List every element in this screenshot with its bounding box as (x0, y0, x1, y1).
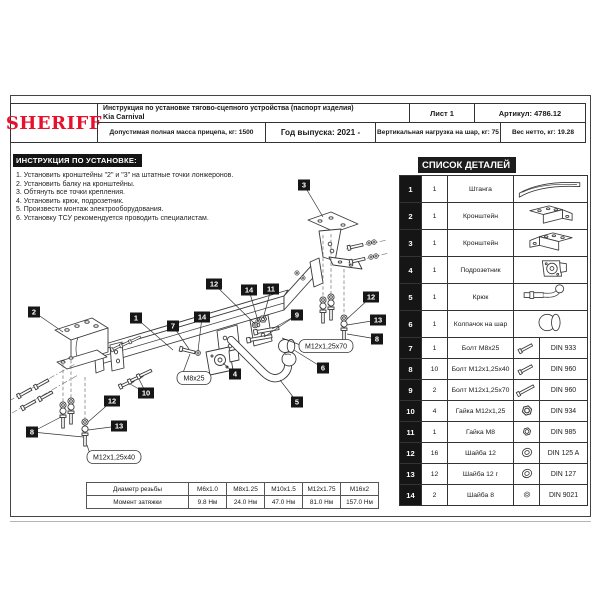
parts-table-row (400, 359, 588, 380)
part-din-cell: DIN 985 (540, 422, 588, 443)
part-qty-cell: 4 (422, 401, 448, 422)
parts-table-body (400, 176, 588, 506)
title-block (5, 103, 586, 143)
part-qty-cell: 10 (422, 359, 448, 380)
article-number: Артикул: 4786.12 (498, 108, 562, 118)
part-name-cell: Штанга (448, 176, 514, 203)
part-name-cell: Подрозетник (448, 257, 514, 284)
callout-5 (280, 380, 303, 408)
washer-spring-icon (515, 465, 539, 482)
bolt-icon (515, 339, 539, 356)
bracket-a-icon (516, 203, 586, 227)
parts-table-row (400, 443, 588, 464)
torque-value-cell: 157.0 Нм (341, 496, 379, 509)
part-name-cell: Болт М12х1,25х40 (448, 359, 514, 380)
svg-text:8: 8 (374, 334, 380, 344)
parts-table (399, 175, 588, 506)
instruction-step: 3. Обтянуть все точки крепления. (16, 189, 125, 196)
callout-3 (298, 180, 323, 218)
torque-table-body (87, 483, 379, 509)
part-drawing-cell (514, 380, 540, 401)
part-number-cell: 6 (400, 311, 422, 338)
sheet-bottom-rule (10, 521, 591, 522)
parts-table-row (400, 203, 588, 230)
part-drawing-cell (514, 284, 588, 311)
instruction-step: 1. Установить кронштейны "2" и "3" на штатные точки лонжеронов. (16, 172, 234, 179)
part-drawing-cell (514, 203, 588, 230)
part-din-cell: DIN 933 (540, 338, 588, 359)
torque-value-cell: 24.0 Нм (227, 496, 265, 509)
bolt-icon (515, 360, 539, 377)
parts-table-row (400, 230, 588, 257)
part-number-cell: 9 (400, 380, 422, 401)
part-qty-cell: 1 (422, 311, 448, 338)
part-qty-cell: 16 (422, 443, 448, 464)
part-qty-cell: 12 (422, 464, 448, 485)
part-name-cell: Гайка М8 (448, 422, 514, 443)
nut-icon (515, 402, 539, 419)
part-name-cell: Кронштейн (448, 230, 514, 257)
part-din-cell: DIN 127 (540, 464, 588, 485)
parts-table-row (400, 311, 588, 338)
bracket-b-icon (516, 230, 586, 254)
beam-icon (516, 176, 586, 200)
trailer-mass: Допустимая полная масса прицепа, кг: 1500 (98, 123, 266, 142)
svg-text:12: 12 (209, 279, 219, 289)
part-drawing-cell (514, 176, 588, 203)
torque-value-cell: 9.8 Нм (189, 496, 227, 509)
svg-text:M12x1,25x40: M12x1,25x40 (92, 454, 136, 462)
sheriff-logo-text: SHERIFF (5, 112, 103, 134)
sheet-number: Лист 1 (410, 104, 475, 122)
document-sheet (5, 95, 591, 517)
parts-table-row (400, 401, 588, 422)
hook-icon (516, 284, 586, 308)
thread-diameter-cell: М6х1.0 (189, 483, 227, 496)
parts-table-row (400, 338, 588, 359)
callout-12 (88, 396, 120, 423)
parts-table-row (400, 464, 588, 485)
instruction-step: 6. Установку ТСУ рекомендуется проводить специалистам. (16, 214, 209, 222)
production-year: Год выпуска: 2021 - (266, 123, 376, 142)
svg-text:11: 11 (267, 284, 275, 294)
part-qty-cell: 1 (422, 257, 448, 284)
parts-table-row (400, 380, 588, 401)
document-title: Инструкция по установке тягово-сцепного устройства (паспорт изделия) (103, 104, 354, 112)
part-name-cell: Колпачок на шар (448, 311, 514, 338)
part-number-cell: 13 (400, 464, 422, 485)
part-number-cell: 2 (400, 203, 422, 230)
part-name-cell: Болт М8х25 (448, 338, 514, 359)
net-weight: Вес нетто, кг: 19.28 (511, 129, 575, 137)
callout-13 (347, 315, 386, 326)
part-number-cell: 14 (400, 485, 422, 506)
vehicle-model: Kia Carnival (103, 112, 145, 122)
part-din-cell: DIN 960 (540, 359, 588, 380)
part-number-cell: 5 (400, 284, 422, 311)
callout-8 (26, 417, 83, 438)
svg-text:10: 10 (141, 388, 151, 398)
part-number-cell: 7 (400, 338, 422, 359)
part-drawing-cell (514, 257, 588, 284)
spec-label (177, 354, 211, 385)
part-qty-cell: 1 (422, 338, 448, 359)
svg-text:4: 4 (232, 369, 238, 379)
part-drawing-cell (514, 359, 540, 380)
spec-label (87, 445, 141, 464)
part-drawing-cell (514, 338, 540, 359)
svg-text:5: 5 (294, 397, 300, 407)
callout-13 (88, 421, 127, 432)
part-din-cell: DIN 960 (540, 380, 588, 401)
parts-table-row (400, 176, 588, 203)
parts-list-title: СПИСОК ДЕТАЛЕЙ (418, 157, 516, 173)
title-block-right (98, 104, 585, 142)
ball-cap-icon (516, 311, 586, 335)
parts-table-row (400, 284, 588, 311)
part-number-cell: 1 (400, 176, 422, 203)
part-name-cell: Шайба 8 (448, 485, 514, 506)
svg-text:2: 2 (31, 307, 37, 317)
part-number-cell: 12 (400, 443, 422, 464)
svg-text:9: 9 (294, 310, 300, 320)
thread-diameter-cell: М16х2 (341, 483, 379, 496)
part-qty-cell: 1 (422, 203, 448, 230)
part-number-cell: 10 (400, 401, 422, 422)
part-qty-cell: 1 (422, 230, 448, 257)
part-number-cell: 8 (400, 359, 422, 380)
svg-text:7: 7 (170, 321, 176, 331)
ball-cap-drawing (279, 340, 295, 353)
part-qty-cell: 1 (422, 284, 448, 311)
socket-plate-icon (516, 257, 586, 281)
sheriff-logo (5, 104, 103, 142)
vertical-load: Вертикальная нагрузка на шар, кг: 75 (376, 123, 501, 142)
part-drawing-cell (514, 464, 540, 485)
part-qty-cell: 1 (422, 422, 448, 443)
bolt-long-icon (515, 381, 539, 398)
instruction-step: 2. Установить балку на кронштейны. (16, 180, 135, 188)
part-qty-cell: 2 (422, 485, 448, 506)
parts-table-row (400, 422, 588, 443)
part-din-cell: DIN 9021 (540, 485, 588, 506)
instructions-title: ИНСТРУКЦИЯ ПО УСТАНОВКЕ: (13, 154, 142, 168)
torque-value-cell: 47.0 Нм (265, 496, 303, 509)
torque-value-cell: 81.0 Нм (303, 496, 341, 509)
part-qty-cell: 2 (422, 380, 448, 401)
part-name-cell: Болт М12х1,25х70 (448, 380, 514, 401)
part-name-cell: Шайба 12 г (448, 464, 514, 485)
part-drawing-cell (514, 422, 540, 443)
part-name-cell: Кронштейн (448, 203, 514, 230)
installation-diagram (11, 146, 411, 486)
part-drawing-cell (514, 230, 588, 257)
svg-text:8: 8 (29, 427, 35, 437)
thread-diameter-cell: М12х1.75 (303, 483, 341, 496)
document-title-cell (98, 104, 410, 122)
svg-text:14: 14 (197, 312, 207, 322)
part-name-cell: Гайка М12х1,25 (448, 401, 514, 422)
instruction-step: 5. Произвести монтаж электрооборудования. (16, 206, 164, 213)
part-din-cell: DIN 125 A (540, 443, 588, 464)
washer-small-icon (515, 486, 539, 503)
svg-text:3: 3 (301, 180, 307, 190)
parts-table-row (400, 485, 588, 506)
part-drawing-cell (514, 485, 540, 506)
torque-row-label: Диаметр резьбы (87, 483, 189, 496)
nut-small-icon (515, 423, 539, 440)
part-number-cell: 3 (400, 230, 422, 257)
torque-row-label: Момент затяжки (87, 496, 189, 509)
part-drawing-cell (514, 311, 588, 338)
part-number-cell: 4 (400, 257, 422, 284)
parts-table-row (400, 257, 588, 284)
part-name-cell: Крюк (448, 284, 514, 311)
svg-text:14: 14 (244, 285, 254, 295)
svg-text:1: 1 (133, 313, 139, 323)
part-drawing-cell (514, 401, 540, 422)
washer-icon (515, 444, 539, 461)
thread-diameter-cell: М8х1.25 (227, 483, 265, 496)
svg-text:12: 12 (366, 292, 376, 302)
svg-text:13: 13 (373, 315, 383, 325)
thread-diameter-cell: М10х1.5 (265, 483, 303, 496)
svg-text:M12x1,25x70: M12x1,25x70 (304, 343, 348, 351)
torque-table (86, 482, 379, 509)
callout-2 (28, 307, 63, 333)
svg-text:M8x25: M8x25 (183, 375, 205, 383)
part-qty-cell: 1 (422, 176, 448, 203)
part-din-cell: DIN 934 (540, 401, 588, 422)
part-drawing-cell (514, 443, 540, 464)
part-name-cell: Шайба 12 (448, 443, 514, 464)
svg-text:13: 13 (114, 421, 124, 431)
svg-text:6: 6 (320, 363, 326, 373)
callout-6 (294, 350, 329, 374)
instruction-step: 4. Установить крюк, подрозетник. (16, 197, 124, 205)
svg-text:12: 12 (107, 396, 117, 406)
part-number-cell: 11 (400, 422, 422, 443)
